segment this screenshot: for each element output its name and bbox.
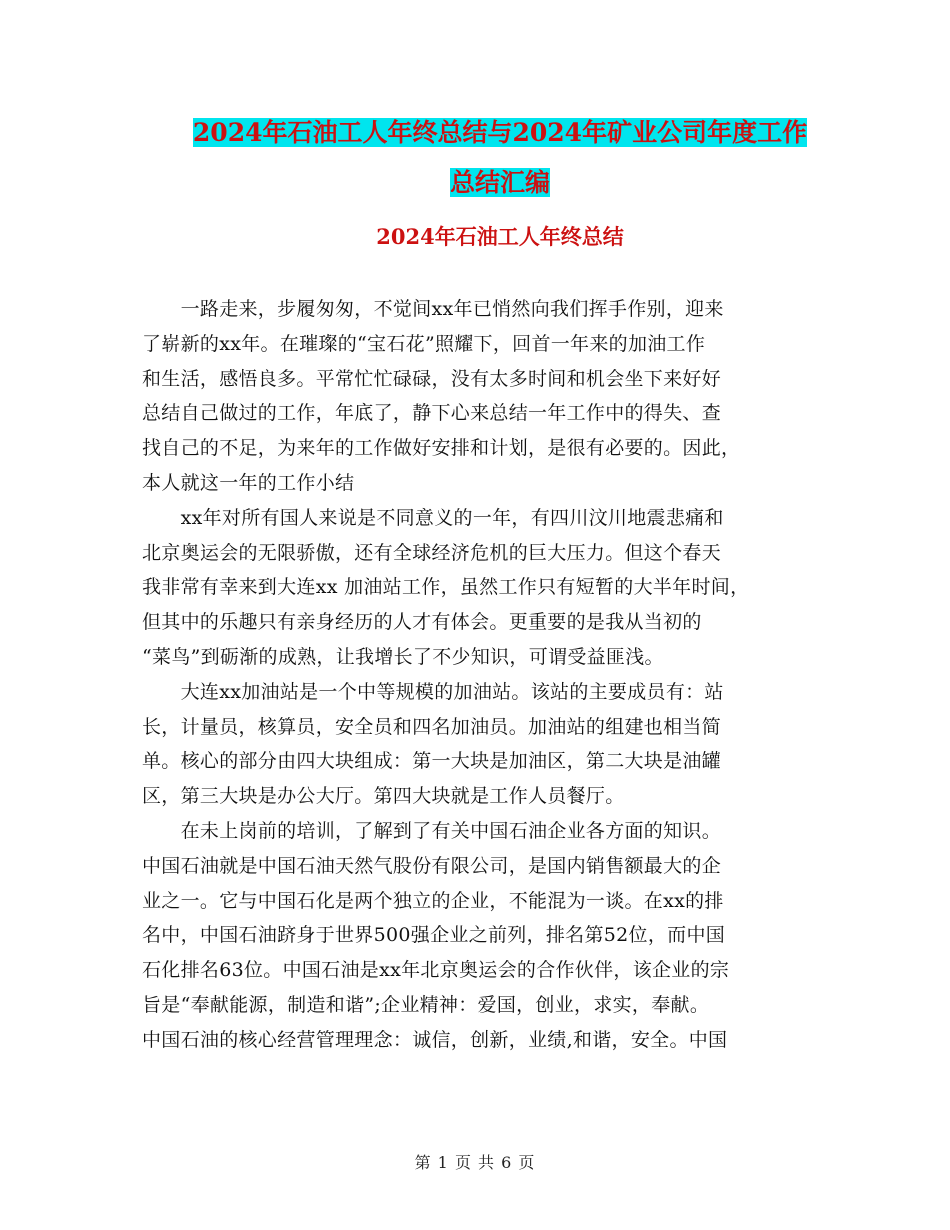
document-title-line-1: 2024年石油工人年终总结与2024年矿业公司年度工作 xyxy=(192,118,808,147)
document-body xyxy=(142,292,807,1058)
text-line: 旨是“奉献能源，制造和谐”;企业精神：爱国，创业，求实，奉献。 xyxy=(142,993,710,1016)
section-title: 2024年石油工人年终总结 xyxy=(376,224,624,249)
text-line: 我非常有幸来到大连xx 加油站工作，虽然工作只有短暂的大半年时间， xyxy=(142,576,750,599)
text-line: 业之一。它与中国石化是两个独立的企业，不能混为一谈。在xx的排 xyxy=(142,889,724,912)
paragraph xyxy=(142,675,807,814)
text-line: 和生活，感悟良多。平常忙忙碌碌，没有太多时间和机会坐下来好好 xyxy=(142,367,722,390)
text-line: 名中，中国石油跻身于世界500强企业之前列，排名第52位，而中国 xyxy=(142,924,726,947)
document-title-line-2: 总结汇编 xyxy=(449,168,550,197)
text-line: 中国石油就是中国石油天然气股份有限公司，是国内销售额最大的企 xyxy=(142,854,722,877)
text-line: 长，计量员，核算员，安全员和四名加油员。加油站的组建也相当简 xyxy=(142,715,722,738)
text-line: 一路走来，步履匆匆，不觉间xx年已悄然向我们挥手作别，迎来 xyxy=(142,298,724,320)
text-line: 本人就这一年的工作小结 xyxy=(142,471,355,494)
text-line: xx年对所有国人来说是不同意义的一年，有四川汶川地震悲痛和 xyxy=(142,506,724,529)
text-line: “菜鸟”到砺渐的成熟，让我增长了不少知识，可谓受益匪浅。 xyxy=(142,645,664,668)
text-line: 总结自己做过的工作，年底了，静下心来总结一年工作中的得失、查 xyxy=(142,402,722,425)
text-line: 找自己的不足，为来年的工作做好安排和计划，是很有必要的。因此， xyxy=(142,437,741,460)
text-line: 在未上岗前的培训，了解到了有关中国石油企业各方面的知识。 xyxy=(142,819,722,842)
text-line: 中国石油的核心经营管理理念：诚信，创新，业绩,和谐，安全。中国 xyxy=(142,1028,728,1051)
paragraph xyxy=(142,501,807,675)
text-line: 石化排名63位。中国石油是xx年北京奥运会的合作伙伴，该企业的宗 xyxy=(142,959,730,982)
text-line: 大连xx加油站是一个中等规模的加油站。该站的主要成员有：站 xyxy=(142,680,724,703)
text-line: 区，第三大块是办公大厅。第四大块就是工作人员餐厅。 xyxy=(142,785,625,808)
paragraph xyxy=(142,814,807,1058)
paragraph xyxy=(142,292,807,501)
document-title xyxy=(140,108,860,208)
text-line: 北京奥运会的无限骄傲，还有全球经济危机的巨大压力。但这个春天 xyxy=(142,541,722,564)
page-footer: 第 1 页 共 6 页 xyxy=(414,1153,536,1172)
text-line: 单。核心的部分由四大块组成：第一大块是加油区，第二大块是油罐 xyxy=(142,750,722,773)
text-line: 了崭新的xx年。在璀璨的“宝石花”照耀下，回首一年来的加油工作 xyxy=(142,332,706,355)
text-line: 但其中的乐趣只有亲身经历的人才有体会。更重要的是我从当初的 xyxy=(142,611,702,634)
